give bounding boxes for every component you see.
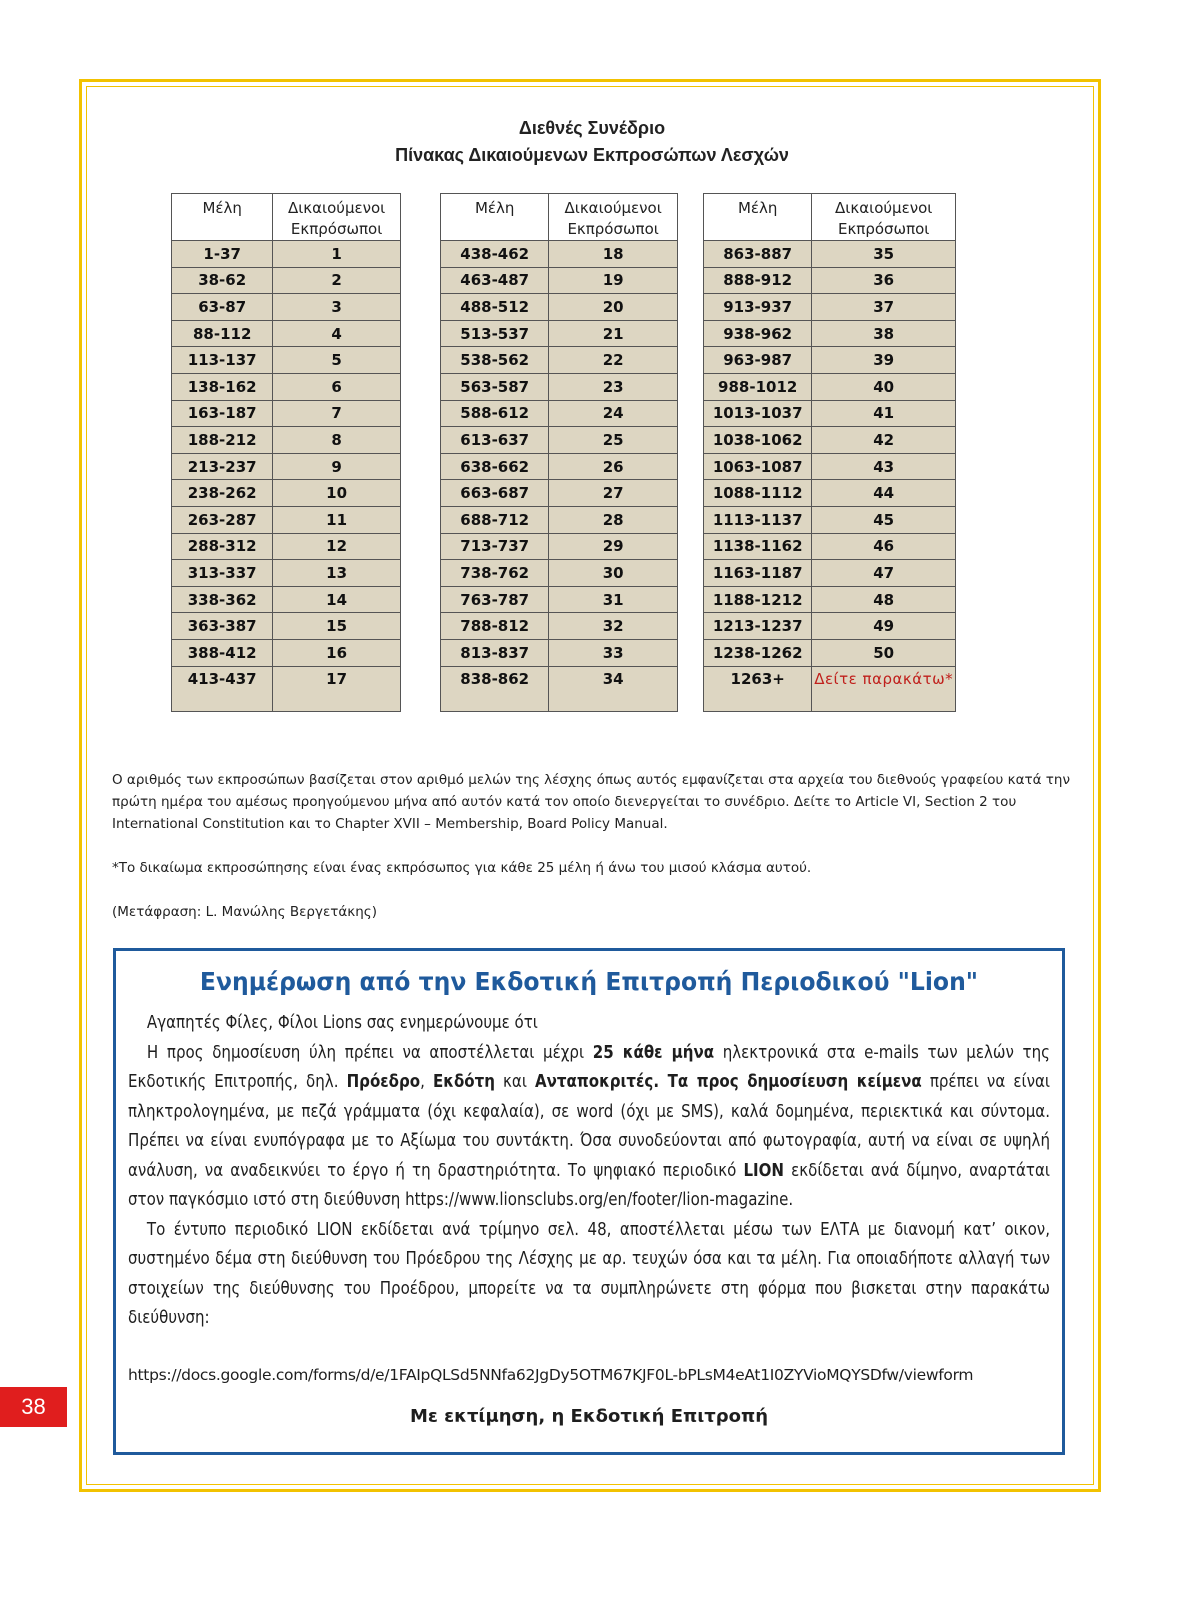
table-row <box>172 639 956 666</box>
delegates-count-cell: 10 <box>273 480 400 507</box>
members-range-cell: 1013-1037 <box>703 400 811 427</box>
members-range-cell: 1163-1187 <box>703 560 811 587</box>
table-row <box>172 613 956 640</box>
delegates-count-cell: 50 <box>812 639 956 666</box>
table-row <box>172 533 956 560</box>
members-range-cell: 563-587 <box>441 373 549 400</box>
delegates-count-cell: 28 <box>549 506 677 533</box>
table-row <box>172 400 956 427</box>
members-range-cell: 1213-1237 <box>703 613 811 640</box>
members-range-cell: 263-287 <box>172 506 273 533</box>
members-range-cell: 63-87 <box>172 294 273 321</box>
members-range-cell: 688-712 <box>441 506 549 533</box>
delegates-count-cell: 37 <box>812 294 956 321</box>
delegates-count-cell: 30 <box>549 560 677 587</box>
delegates-count-cell: 49 <box>812 613 956 640</box>
table-row <box>172 453 956 480</box>
column-gap <box>400 639 440 666</box>
column-gap <box>677 560 703 587</box>
table-row <box>172 427 956 454</box>
members-range-cell: 438-462 <box>441 241 549 268</box>
members-range-cell: 1088-1112 <box>703 480 811 507</box>
column-gap <box>677 639 703 666</box>
column-gap <box>400 586 440 613</box>
delegates-count-cell: 44 <box>812 480 956 507</box>
members-range-cell: 1263+ <box>703 666 811 711</box>
info-paragraph-2: Το έντυπο περιοδικό LION εκδίδεται ανά τρίμηνο σελ. 48, αποστέλλεται μέσω των ΕΛΤΑ με διανομή κατ’ οικον, συστημένο δέμα στη διεύθυνση του Πρόεδρου της Λέσχης με αρ. τευχών όσα και τα μέλη. Για οποιαδήποτε αλλαγή των στοιχείων της διεύθυνσης του Προέδρου, μπορείτε να τα συμπληρώνετε στη φόρμα που βισκεται στην παρακάτω διεύθυνση: <box>128 1219 1050 1328</box>
column-gap <box>400 320 440 347</box>
column-gap <box>400 506 440 533</box>
table-row <box>172 506 956 533</box>
delegates-count-cell: 8 <box>273 427 400 454</box>
delegates-count-cell: 20 <box>549 294 677 321</box>
column-gap <box>677 320 703 347</box>
column-gap <box>400 666 440 711</box>
column-gap <box>677 194 703 241</box>
column-gap <box>400 560 440 587</box>
see-below-cell: Δείτε παρακάτω* <box>812 666 956 711</box>
members-range-cell: 613-637 <box>441 427 549 454</box>
table-row <box>172 586 956 613</box>
lion-info-box <box>113 948 1065 1455</box>
members-range-cell: 1138-1162 <box>703 533 811 560</box>
delegates-count-cell: 15 <box>273 613 400 640</box>
column-gap <box>400 427 440 454</box>
members-range-cell: 413-437 <box>172 666 273 711</box>
delegates-count-cell: 11 <box>273 506 400 533</box>
members-range-cell: 588-612 <box>441 400 549 427</box>
members-range-cell: 313-337 <box>172 560 273 587</box>
delegates-count-cell: 22 <box>549 347 677 374</box>
members-range-cell: 38-62 <box>172 267 273 294</box>
column-gap <box>400 241 440 268</box>
members-range-cell: 1188-1212 <box>703 586 811 613</box>
column-gap <box>677 400 703 427</box>
members-range-cell: 813-837 <box>441 639 549 666</box>
delegates-count-cell: 13 <box>273 560 400 587</box>
delegates-count-cell: 31 <box>549 586 677 613</box>
header-delegates: Δικαιούμενοι Εκπρόσωποι <box>273 194 400 241</box>
members-range-cell: 113-137 <box>172 347 273 374</box>
column-gap <box>677 613 703 640</box>
delegates-count-cell: 5 <box>273 347 400 374</box>
delegates-count-cell: 9 <box>273 453 400 480</box>
info-paragraph-1: Η προς δημοσίευση ύλη πρέπει να αποστέλλεται μέχρι 25 κάθε μήνα ηλεκτρονικά στα e-mails των μελών της Εκδοτικής Επιτροπής, δηλ. Πρόεδρο, Εκδότη και Ανταποκριτές. Τα προς δημοσίευση κείμενα πρέπει να είναι πληκτρολογημένα, με πεζά γράμματα (όχι κεφαλαία), σε word (όχι με SMS), καλά δομημένα, περιεκτικά και σύντομα. Πρέπει να είναι ενυπόγραφα με το Αξίωμα του συντάκτη. Όσα συνοδεύονται από φωτογραφία, αυτή να είναι σε υψηλή ανάλυση, να αναδεικνύει το έργο ή τη δραστηριότητα. Το ψηφιακό περιοδικό LION εκδίδεται ανά δίμηνο, αναρτάται στον παγκόσμιο ιστό στη διεύθυνση https://www.lionsclubs.org/en/footer/lion-magazine. <box>128 1042 1051 1210</box>
members-range-cell: 963-987 <box>703 347 811 374</box>
column-gap <box>677 666 703 711</box>
header-members: Μέλη <box>703 194 811 241</box>
info-body <box>128 1009 1050 1334</box>
representation-note: Ο αριθμός των εκπροσώπων βασίζεται στον αριθμό μελών της λέσχης όπως αυτός εμφανίζεται στα αρχεία του διεθνούς γραφείου κατά την πρώτη ημέρα του αμέσως προηγούμενου μήνα από αυτόν κατά τον οποίο διενεργείται το συνέδριο. Δείτε το Article VI, Section 2 του International Constitution και το Chapter XVII – Membership, Board Policy Manual. <box>112 772 1071 832</box>
members-range-cell: 163-187 <box>172 400 273 427</box>
delegates-count-cell: 36 <box>812 267 956 294</box>
column-gap <box>677 533 703 560</box>
delegates-count-cell: 45 <box>812 506 956 533</box>
form-url[interactable]: https://docs.google.com/forms/d/e/1FAIpQLSd5NNfa62JgDy5OTM67KJF0L-bPLsM4eAt1I0ZYVioMQYSDfw/viewform <box>128 1366 974 1384</box>
footnote: *Το δικαίωμα εκπροσώπησης είναι ένας εκπρόσωπος για κάθε 25 μέλη ή άνω του μισού κλάσμα αυτού. <box>112 860 812 876</box>
members-range-cell: 863-887 <box>703 241 811 268</box>
delegates-count-cell: 1 <box>273 241 400 268</box>
delegates-count-cell: 34 <box>549 666 677 711</box>
header-members: Μέλη <box>172 194 273 241</box>
column-gap <box>677 241 703 268</box>
members-range-cell: 1-37 <box>172 241 273 268</box>
header-delegates: Δικαιούμενοι Εκπρόσωποι <box>812 194 956 241</box>
header-members: Μέλη <box>441 194 549 241</box>
delegates-count-cell: 40 <box>812 373 956 400</box>
members-range-cell: 288-312 <box>172 533 273 560</box>
members-range-cell: 88-112 <box>172 320 273 347</box>
delegates-count-cell: 25 <box>549 427 677 454</box>
members-range-cell: 213-237 <box>172 453 273 480</box>
info-signature: Με εκτίμηση, η Εκδοτική Επιτροπή <box>409 1406 769 1427</box>
delegates-count-cell: 6 <box>273 373 400 400</box>
table-row <box>172 347 956 374</box>
delegates-count-cell: 7 <box>273 400 400 427</box>
members-range-cell: 513-537 <box>441 320 549 347</box>
column-gap <box>677 347 703 374</box>
delegates-table <box>171 193 956 712</box>
delegates-count-cell: 23 <box>549 373 677 400</box>
table-row <box>172 560 956 587</box>
column-gap <box>677 480 703 507</box>
members-range-cell: 788-812 <box>441 613 549 640</box>
delegates-count-cell: 26 <box>549 453 677 480</box>
column-gap <box>677 586 703 613</box>
column-gap <box>677 506 703 533</box>
table-title: Διεθνές Συνέδριο <box>518 118 666 138</box>
table-body <box>172 241 956 712</box>
members-range-cell: 338-362 <box>172 586 273 613</box>
delegates-count-cell: 21 <box>549 320 677 347</box>
table-subtitle: Πίνακας Δικαιούμενων Εκπροσώπων Λεσχών <box>395 145 789 165</box>
members-range-cell: 713-737 <box>441 533 549 560</box>
info-title: Ενημέρωση από την Εκδοτική Επιτροπή Περιοδικού "Lion" <box>199 967 979 996</box>
column-gap <box>400 194 440 241</box>
delegates-count-cell: 35 <box>812 241 956 268</box>
members-range-cell: 988-1012 <box>703 373 811 400</box>
column-gap <box>677 453 703 480</box>
members-range-cell: 1238-1262 <box>703 639 811 666</box>
column-gap <box>677 373 703 400</box>
delegates-count-cell: 27 <box>549 480 677 507</box>
column-gap <box>400 480 440 507</box>
members-range-cell: 138-162 <box>172 373 273 400</box>
members-range-cell: 838-862 <box>441 666 549 711</box>
delegates-count-cell: 19 <box>549 267 677 294</box>
members-range-cell: 188-212 <box>172 427 273 454</box>
members-range-cell: 763-787 <box>441 586 549 613</box>
table-row <box>172 666 956 711</box>
members-range-cell: 463-487 <box>441 267 549 294</box>
delegates-count-cell: 17 <box>273 666 400 711</box>
translation-credit: (Μετάφραση: L. Μανώλης Βεργετάκης) <box>112 904 377 920</box>
delegates-count-cell: 47 <box>812 560 956 587</box>
members-range-cell: 1063-1087 <box>703 453 811 480</box>
column-gap <box>400 453 440 480</box>
column-gap <box>400 267 440 294</box>
delegates-count-cell: 24 <box>549 400 677 427</box>
delegates-count-cell: 29 <box>549 533 677 560</box>
delegates-count-cell: 39 <box>812 347 956 374</box>
delegates-count-cell: 32 <box>549 613 677 640</box>
table-row <box>172 294 956 321</box>
delegates-count-cell: 18 <box>549 241 677 268</box>
members-range-cell: 888-912 <box>703 267 811 294</box>
delegates-count-cell: 4 <box>273 320 400 347</box>
delegates-count-cell: 42 <box>812 427 956 454</box>
column-gap <box>400 533 440 560</box>
members-range-cell: 638-662 <box>441 453 549 480</box>
column-gap <box>400 613 440 640</box>
table-row <box>172 241 956 268</box>
info-greeting: Αγαπητές Φίλες, Φίλοι Lions σας ενημερώνουμε ότι <box>146 1013 538 1033</box>
members-range-cell: 488-512 <box>441 294 549 321</box>
delegates-count-cell: 2 <box>273 267 400 294</box>
column-gap <box>400 294 440 321</box>
table-row <box>172 480 956 507</box>
members-range-cell: 388-412 <box>172 639 273 666</box>
members-range-cell: 1038-1062 <box>703 427 811 454</box>
column-gap <box>677 427 703 454</box>
column-gap <box>677 294 703 321</box>
delegates-count-cell: 48 <box>812 586 956 613</box>
members-range-cell: 363-387 <box>172 613 273 640</box>
members-range-cell: 238-262 <box>172 480 273 507</box>
delegates-count-cell: 12 <box>273 533 400 560</box>
table-row <box>172 373 956 400</box>
members-range-cell: 913-937 <box>703 294 811 321</box>
delegates-count-cell: 41 <box>812 400 956 427</box>
members-range-cell: 538-562 <box>441 347 549 374</box>
header-delegates: Δικαιούμενοι Εκπρόσωποι <box>549 194 677 241</box>
members-range-cell: 738-762 <box>441 560 549 587</box>
delegates-count-cell: 3 <box>273 294 400 321</box>
members-range-cell: 1113-1137 <box>703 506 811 533</box>
delegates-count-cell: 14 <box>273 586 400 613</box>
members-range-cell: 938-962 <box>703 320 811 347</box>
page-number-badge: 38 <box>0 1387 67 1427</box>
delegates-count-cell: 16 <box>273 639 400 666</box>
delegates-count-cell: 43 <box>812 453 956 480</box>
table-row <box>172 267 956 294</box>
delegates-count-cell: 38 <box>812 320 956 347</box>
table-header-row <box>172 194 956 241</box>
members-range-cell: 663-687 <box>441 480 549 507</box>
column-gap <box>400 373 440 400</box>
column-gap <box>400 347 440 374</box>
column-gap <box>677 267 703 294</box>
table-row <box>172 320 956 347</box>
column-gap <box>400 400 440 427</box>
delegates-count-cell: 46 <box>812 533 956 560</box>
delegates-count-cell: 33 <box>549 639 677 666</box>
